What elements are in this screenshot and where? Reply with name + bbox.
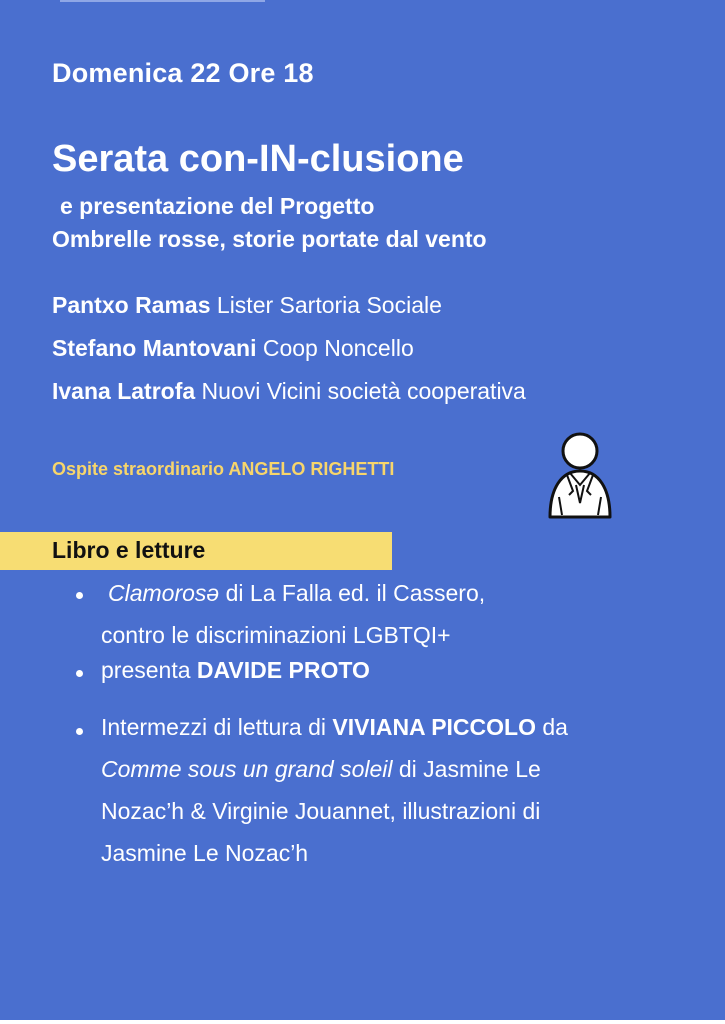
speaker-name: Ivana Latrofa (52, 378, 196, 404)
bullet-dot (76, 728, 83, 735)
bullet-dot (76, 670, 83, 677)
special-guest: Ospite straordinario ANGELO RIGHETTI (52, 459, 395, 479)
book-title: Clamorosə (108, 580, 220, 606)
section-heading: Libro e letture (52, 537, 206, 563)
bullet-line: Comme sous un grand soleil di Jasmine Le (101, 756, 541, 782)
top-divider (60, 0, 265, 2)
reader-name: VIVIANA PICCOLO (332, 714, 536, 740)
bullet-line: contro le discriminazioni LGBTQI+ (101, 622, 451, 648)
subtitle-line-1: e presentazione del Progetto (60, 193, 375, 219)
speaker-name: Stefano Mantovani (52, 335, 257, 361)
speaker-org: Coop Noncello (262, 335, 414, 361)
bullet-line: Intermezzi di lettura di VIVIANA PICCOLO da (101, 714, 568, 740)
bullet-line: presenta DAVIDE PROTO (101, 657, 370, 683)
event-title: Serata con-IN-clusione (52, 138, 464, 180)
subtitle-line-2: Ombrelle rosse, storie portate dal vento (52, 226, 487, 252)
person-icon (545, 427, 615, 523)
bullet-line: Jasmine Le Nozac’h (101, 840, 309, 866)
speaker-org: Nuovi Vicini società cooperativa (201, 378, 526, 404)
speaker-row (52, 370, 526, 413)
speaker-row (52, 327, 526, 370)
speaker-org: Lister Sartoria Sociale (216, 292, 442, 318)
speaker-name: Pantxo Ramas (52, 292, 211, 318)
bullet-dot (76, 592, 83, 599)
book-title: Comme sous un grand soleil (101, 756, 393, 782)
event-subtitle (52, 190, 487, 256)
speaker-row (52, 284, 526, 327)
event-date: Domenica 22 Ore 18 (52, 58, 314, 88)
speaker-list (52, 284, 526, 413)
bullet-line: Clamorosə di La Falla ed. il Cassero, (108, 580, 486, 606)
bullet-line: Nozac’h & Virginie Jouannet, illustrazioni di (101, 798, 541, 824)
presenter-name: DAVIDE PROTO (196, 657, 370, 683)
